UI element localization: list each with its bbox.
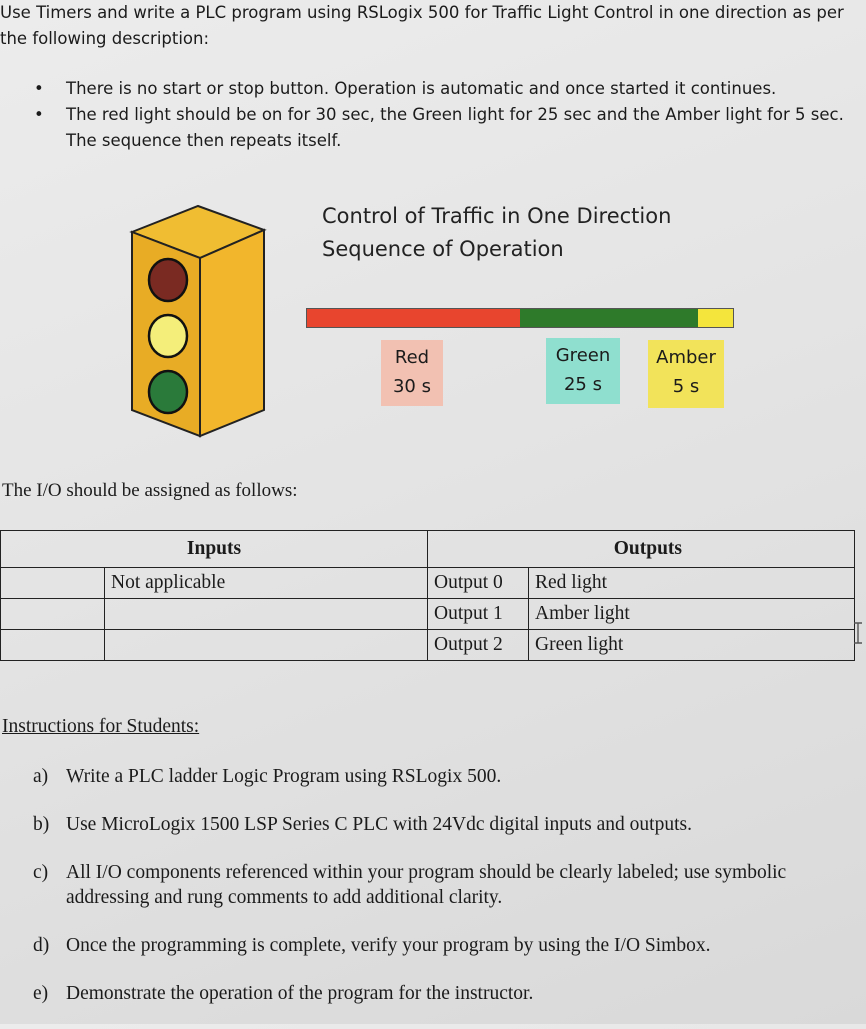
- list-item: [0, 933, 840, 958]
- intro-paragraph: Use Timers and write a PLC program using RSLogix 500 for Traffic Light Control in one direction as per the following description:: [0, 3, 844, 48]
- item-text: Use MicroLogix 1500 LSP Series C PLC with 24Vdc digital inputs and outputs.: [66, 814, 692, 835]
- instructions-heading: Instructions for Students:: [2, 716, 200, 737]
- empty-cell: [1, 568, 105, 599]
- list-item: [0, 860, 840, 910]
- output-device-cell: Amber light: [529, 599, 855, 630]
- amber-phase-box: [648, 340, 724, 408]
- item-text: Demonstrate the operation of the program for the instructor.: [66, 983, 534, 1004]
- table-row: [1, 568, 855, 599]
- yellow-lamp-icon: [149, 315, 187, 357]
- output-address-cell: Output 2: [428, 630, 529, 661]
- phase-name: Red: [394, 347, 430, 368]
- empty-cell: [1, 630, 105, 661]
- phase-duration: 25 s: [563, 374, 602, 395]
- phase-duration: 5 s: [672, 376, 700, 397]
- requirement-text: There is no start or stop button. Operation is automatic and once started it continues.: [66, 79, 777, 98]
- list-item: [0, 812, 840, 837]
- bullet-icon: •: [34, 79, 44, 98]
- table-row: [1, 599, 855, 630]
- item-text: All I/O components referenced within your program should be clearly labeled; use symbolic addressing and rung comments to add additional clarity.: [66, 862, 787, 908]
- green-segment: [520, 309, 698, 327]
- output-address-cell: Output 0: [428, 568, 529, 599]
- sequence-bar: [306, 308, 734, 328]
- instructions-list: [0, 764, 840, 1029]
- list-item: [0, 76, 850, 102]
- item-label: e): [33, 983, 49, 1004]
- green-phase-box: [546, 338, 620, 404]
- io-table: [0, 530, 855, 661]
- figure-title: [322, 200, 671, 266]
- red-phase-box: [381, 340, 443, 406]
- table-header-row: [1, 531, 855, 568]
- requirement-text: The red light should be on for 30 sec, the Green light for 25 sec and the Amber light for 5 sec. The sequence then repeats itself.: [66, 105, 844, 150]
- figure-title-line2: Sequence of Operation: [322, 237, 564, 261]
- phase-name: Green: [555, 345, 611, 366]
- requirements-list: [0, 76, 850, 154]
- item-text: Write a PLC ladder Logic Program using RSLogix 500.: [66, 766, 502, 787]
- input-cell: [105, 599, 428, 630]
- item-label: a): [33, 766, 49, 787]
- phase-duration: 30 s: [392, 376, 431, 397]
- inputs-header: Inputs: [1, 531, 428, 568]
- item-label: c): [33, 862, 49, 883]
- item-text: Once the programming is complete, verify your program by using the I/O Simbox.: [66, 935, 711, 956]
- traffic-light-icon: [128, 204, 270, 440]
- output-address-cell: Output 1: [428, 599, 529, 630]
- red-lamp-icon: [149, 259, 187, 301]
- table-row: [1, 630, 855, 661]
- green-lamp-icon: [149, 371, 187, 413]
- phase-name: Amber: [656, 347, 716, 368]
- list-item: [0, 102, 850, 154]
- item-label: d): [33, 935, 50, 956]
- list-item: [0, 764, 840, 789]
- text-cursor-icon: [852, 622, 864, 644]
- bullet-icon: •: [34, 105, 44, 124]
- empty-cell: [1, 599, 105, 630]
- list-item: [0, 981, 840, 1006]
- input-cell: [105, 630, 428, 661]
- input-cell: Not applicable: [105, 568, 428, 599]
- io-caption: The I/O should be assigned as follows:: [2, 480, 298, 501]
- amber-segment: [698, 309, 733, 327]
- red-segment: [307, 309, 520, 327]
- item-label: b): [33, 814, 50, 835]
- output-device-cell: Red light: [529, 568, 855, 599]
- figure-title-line1: Control of Traffic in One Direction: [322, 204, 672, 228]
- output-device-cell: Green light: [529, 630, 855, 661]
- outputs-header: Outputs: [428, 531, 855, 568]
